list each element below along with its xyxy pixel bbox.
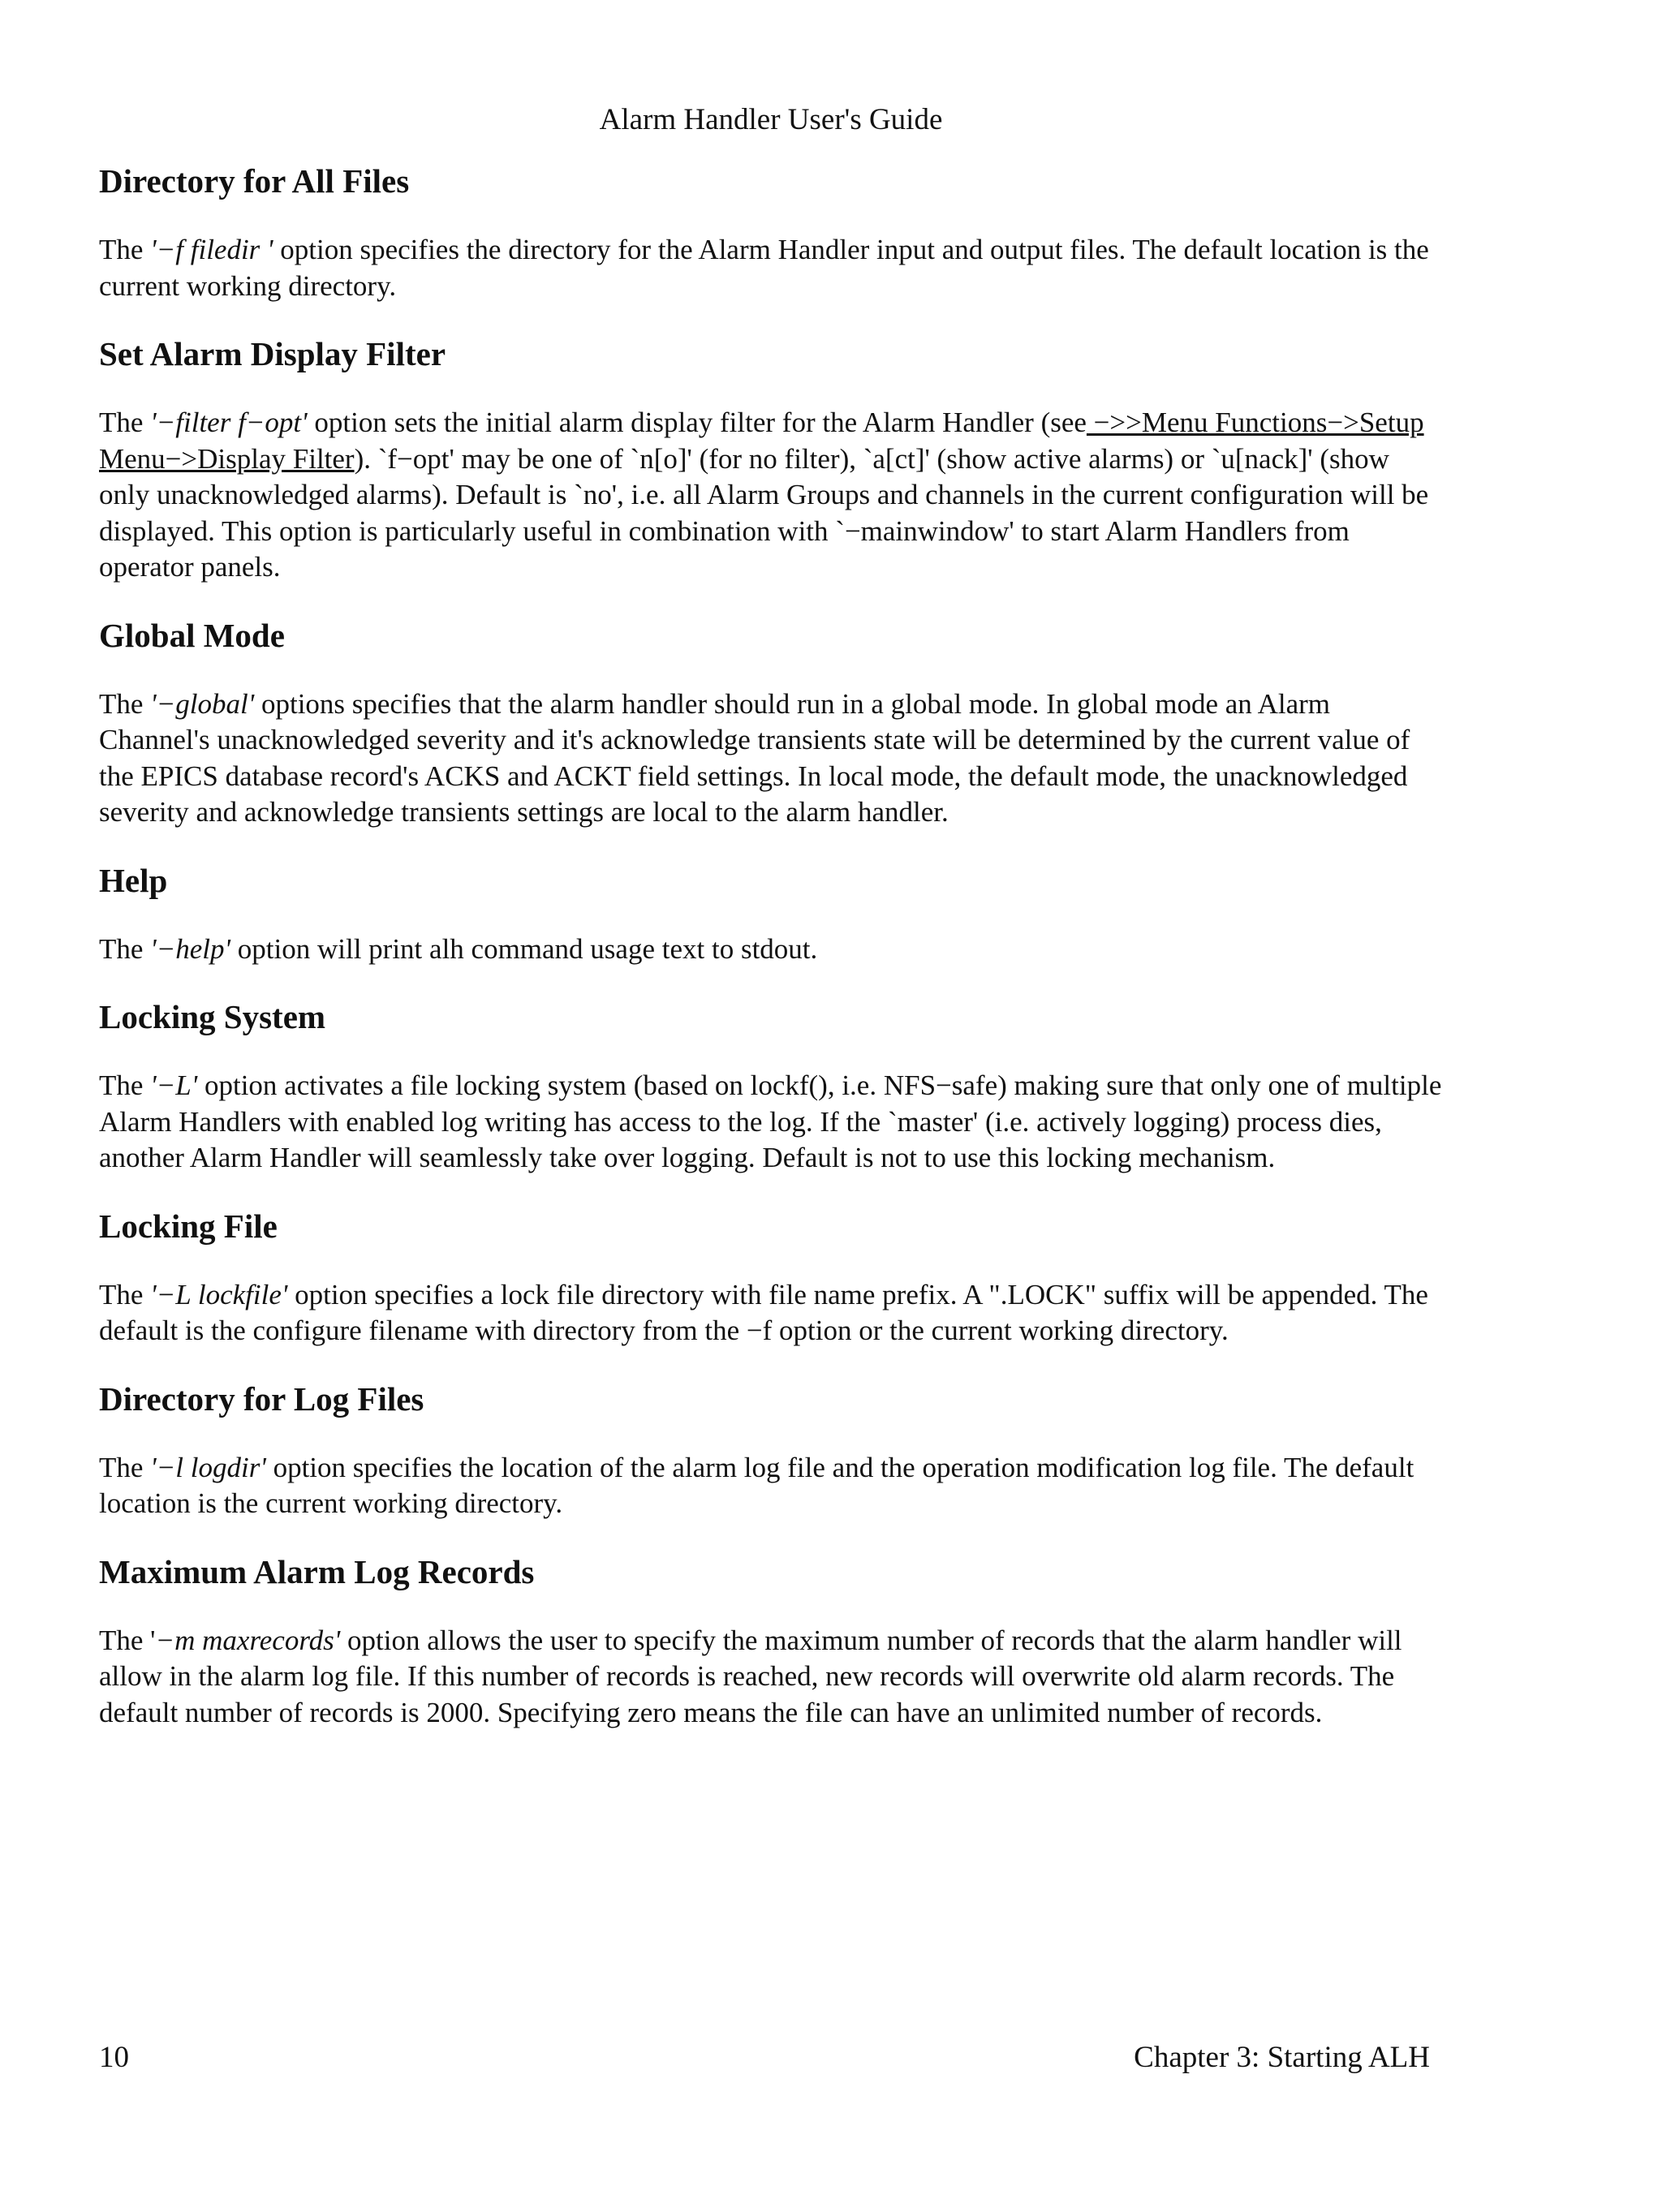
chapter-footer: Chapter 3: Starting ALH bbox=[1134, 2041, 1430, 2074]
section-heading: Directory for Log Files bbox=[99, 1379, 424, 1418]
text-run: option specifies the directory for the Alarm Handler input and output files. The default location is the current working directory. bbox=[99, 234, 1429, 302]
option-name: '−help' bbox=[150, 932, 231, 965]
section-heading: Directory for All Files bbox=[99, 162, 410, 200]
section-directory-for-log-files bbox=[99, 1379, 1446, 1522]
section-paragraph bbox=[99, 232, 1446, 304]
section-heading: Global Mode bbox=[99, 616, 285, 654]
text-run: The ' bbox=[99, 1624, 156, 1656]
section-locking-system bbox=[99, 996, 1446, 1177]
text-run: The bbox=[99, 1451, 151, 1483]
option-name: '−L' bbox=[150, 1069, 198, 1101]
running-header: Alarm Handler User's Guide bbox=[599, 103, 943, 136]
text-run: option specifies a lock file directory with file name prefix. A ".LOCK" suffix will be appended. The default is the configure filename with directory from the −f option or the current working directory. bbox=[99, 1278, 1428, 1346]
text-run: The bbox=[99, 932, 151, 965]
section-paragraph bbox=[99, 686, 1446, 831]
option-name: '−L lockfile' bbox=[150, 1278, 288, 1310]
option-name: −m maxrecords' bbox=[155, 1624, 341, 1656]
text-run: options specifies that the alarm handler should run in a global mode. In global mode an Alarm Channel's unacknowledged severity and it's acknowledge transients state will be determined by the current value of the EPICS database record's ACKS and ACKT field settings. In local mode, the default mode, the unacknowledged severity and acknowledge transients settings are local to the alarm handler. bbox=[99, 687, 1410, 828]
section-heading: Locking System bbox=[99, 998, 326, 1035]
section-set-alarm-display-filter bbox=[99, 334, 1446, 586]
option-name: '−l logdir' bbox=[150, 1451, 266, 1483]
section-paragraph bbox=[99, 932, 1446, 968]
section-paragraph bbox=[99, 1277, 1446, 1349]
text-run: The bbox=[99, 407, 151, 438]
text-run: option sets the initial alarm display filter for the Alarm Handler (see bbox=[307, 407, 1087, 438]
text-run: ). `f−opt' may be one of `n[o]' (for no filter), `a[ct]' (show active alarms) or `u[nack]' (show only unacknowledged alarms). Default is `no', i.e. all Alarm Groups and channels in the current configuration will be displayed. This option is particularly useful in combination with `−mainwindow' to start Alarm Handlers from operator panels. bbox=[99, 442, 1429, 583]
text-run: option will print alh command usage text to stdout. bbox=[230, 932, 818, 965]
option-name: '−global' bbox=[150, 687, 255, 720]
section-heading: Maximum Alarm Log Records bbox=[99, 1552, 535, 1590]
section-maximum-alarm-log-records bbox=[99, 1551, 1446, 1732]
page-number: 10 bbox=[99, 2041, 129, 2074]
text-run: option specifies the location of the alarm log file and the operation modification log file. The default location is the current working directory. bbox=[99, 1451, 1414, 1519]
display-filter-link[interactable]: −>>Menu Functions−>Setup Menu−>Display Filter bbox=[99, 407, 1424, 475]
section-paragraph bbox=[99, 1450, 1446, 1522]
text-run: The bbox=[99, 234, 151, 265]
section-directory-for-all-files bbox=[99, 161, 1446, 304]
text-run: option allows the user to specify the maximum number of records that the alarm handler will allow in the alarm log file. If this number of records is reached, new records will overwrite old alarm records. The default number of records is 2000. Specifying zero means the file can have an unlimited number of records. bbox=[99, 1624, 1402, 1728]
text-run: The bbox=[99, 687, 151, 720]
section-heading: Set Alarm Display Filter bbox=[99, 335, 446, 372]
text-run: The bbox=[99, 1278, 151, 1310]
page-content bbox=[99, 161, 1446, 1760]
option-name: '−filter f−opt' bbox=[150, 407, 308, 438]
section-paragraph bbox=[99, 1623, 1446, 1732]
section-heading: Locking File bbox=[99, 1207, 278, 1245]
section-global-mode bbox=[99, 615, 1446, 831]
option-name: '−f filedir ' bbox=[150, 234, 273, 265]
section-heading: Help bbox=[99, 861, 168, 899]
section-locking-file bbox=[99, 1206, 1446, 1349]
section-paragraph bbox=[99, 405, 1446, 586]
text-run: The bbox=[99, 1069, 151, 1101]
text-run: option activates a file locking system (based on lockf(), i.e. NFS−safe) making sure that only one of multiple Alarm Handlers with enabled log writing has access to the log. If the `master' (i.e. actively logging) process dies, another Alarm Handler will seamlessly take over logging. Default is not to use this locking mechanism. bbox=[99, 1069, 1442, 1173]
section-help bbox=[99, 860, 1446, 968]
section-paragraph bbox=[99, 1068, 1446, 1177]
